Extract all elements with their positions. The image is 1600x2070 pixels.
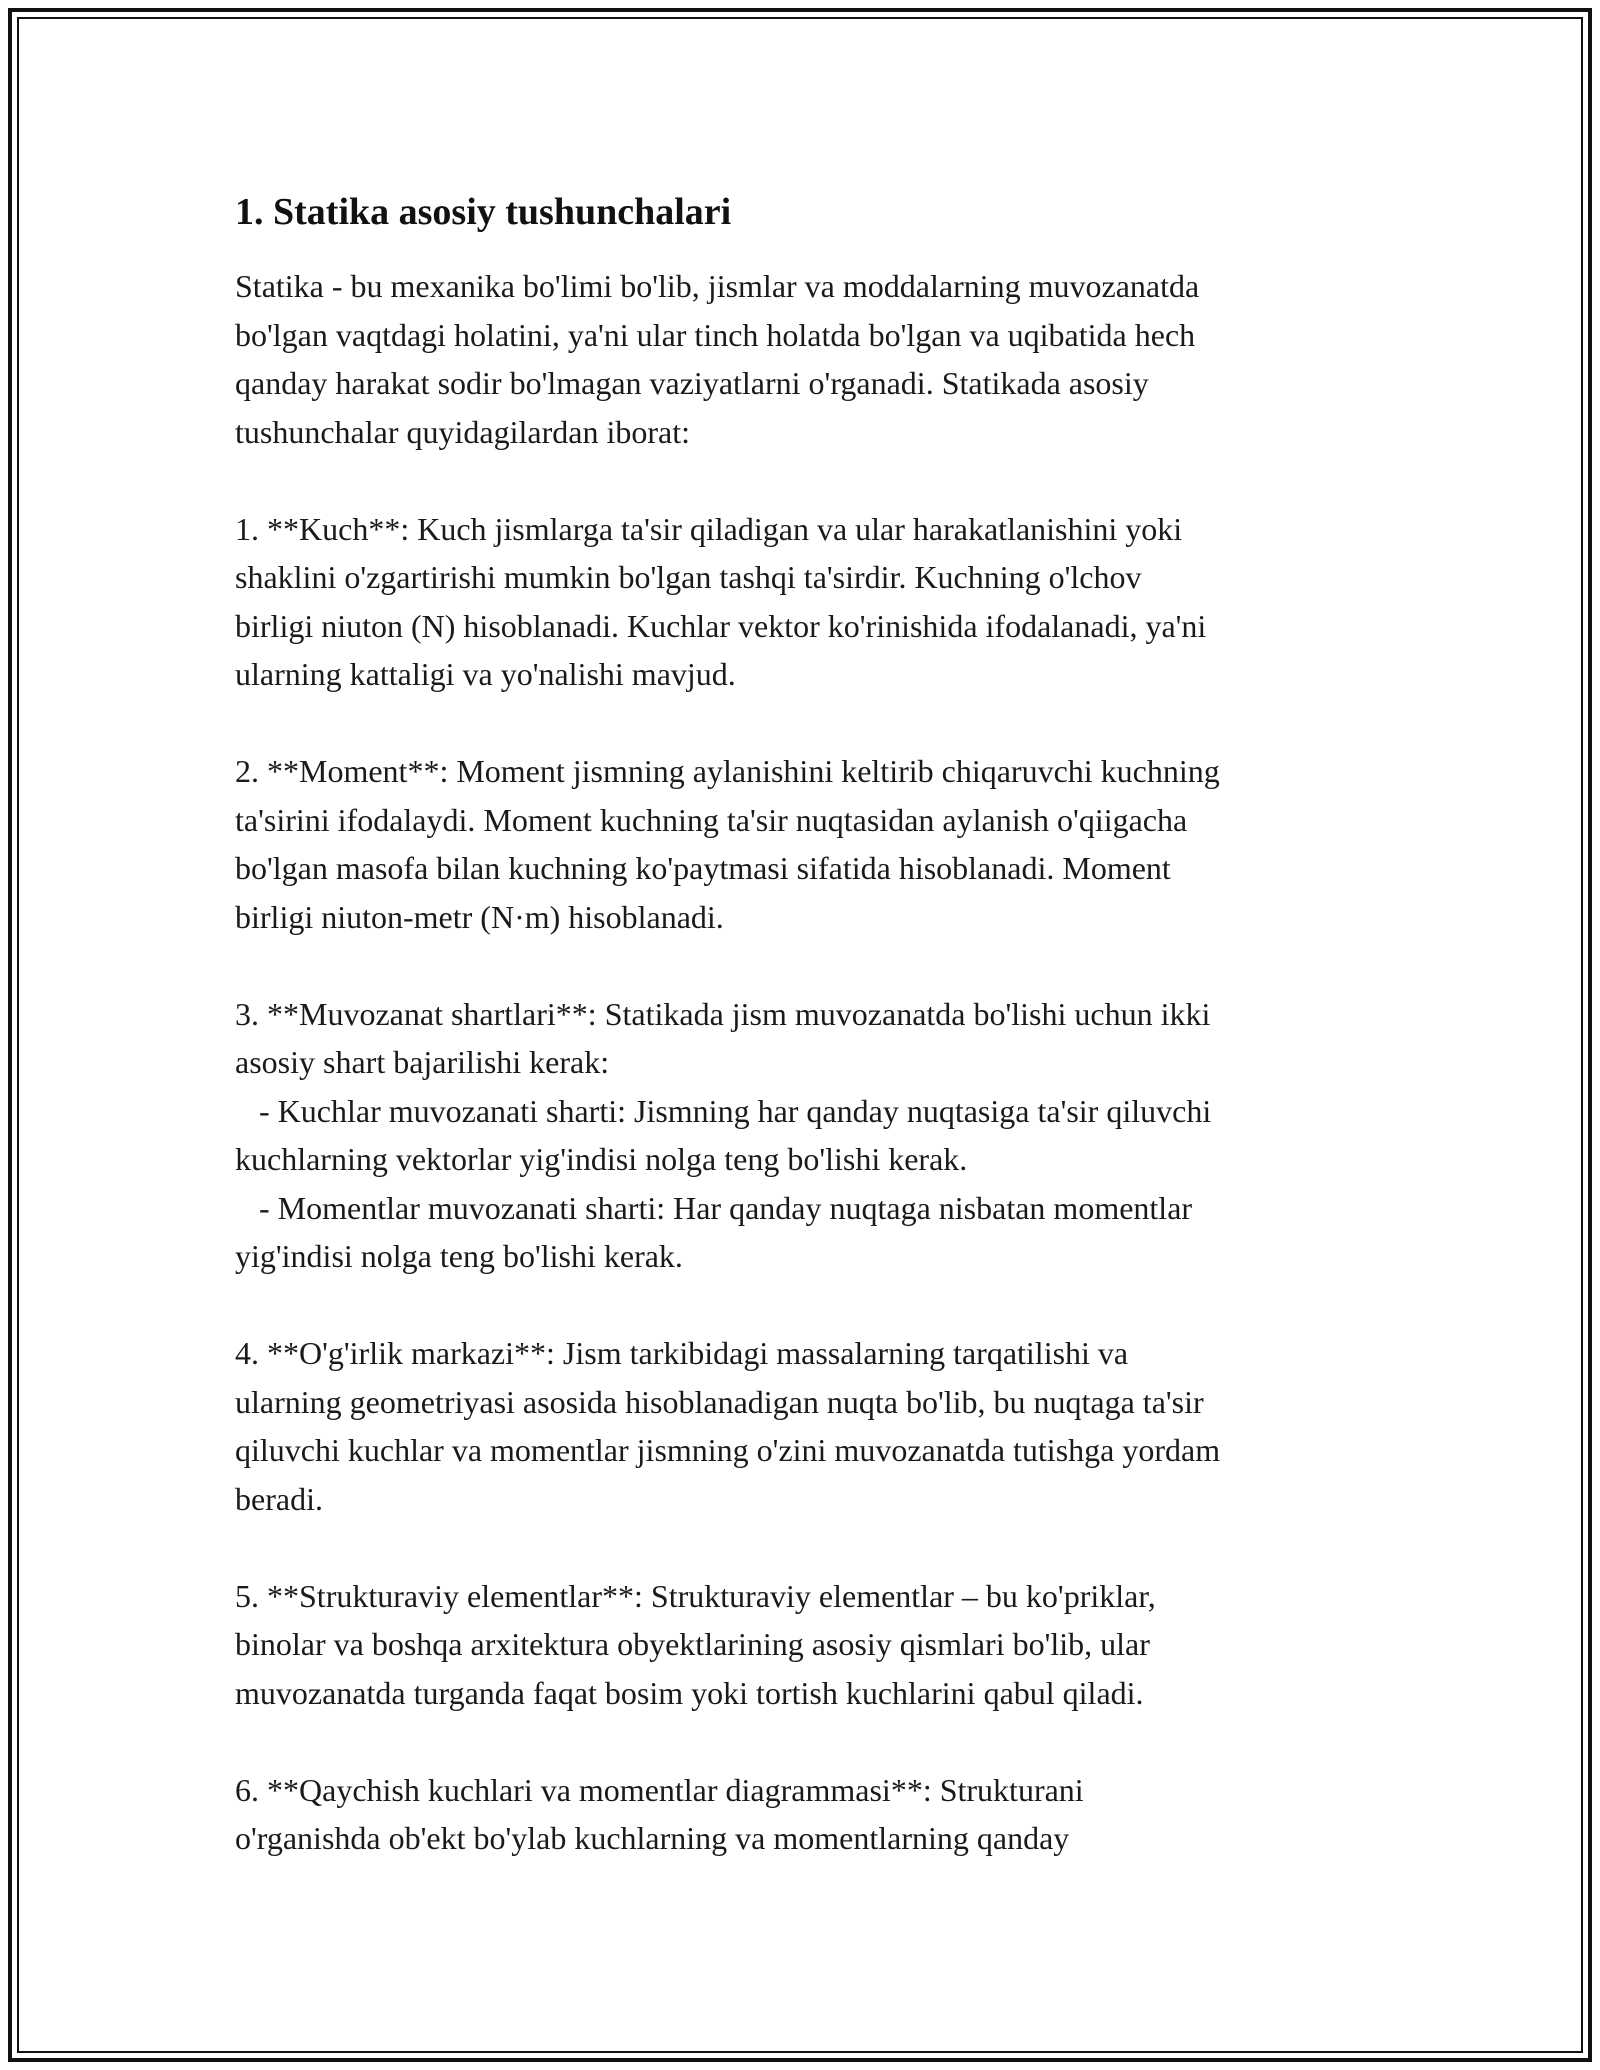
document-title: 1. Statika asosiy tushunchalari — [235, 191, 732, 233]
text-line: - Kuchlar muvozanati sharti: Jismning har qanday nuqtasiga ta'sir qiluvchi — [235, 1092, 1212, 1129]
qaychish-kuchlari-paragraph — [235, 1766, 1375, 1863]
text-line: qiluvchi kuchlar va momentlar jismning o'zini muvozanatda tutishga yordam — [235, 1432, 1221, 1468]
intro-paragraph — [235, 262, 1375, 456]
text-line: birligi niuton (N) hisoblanadi. Kuchlar vektor ko'rinishida ifodalanadi, ya'ni — [235, 607, 1207, 644]
document-body — [235, 180, 1375, 1863]
text-line: muvozanatda turganda faqat bosim yoki tortish kuchlarini qabul qiladi. — [235, 1674, 1144, 1711]
text-line: bo'lgan masofa bilan kuchning ko'paytmasi sifatida hisoblanadi. Moment — [235, 850, 1171, 886]
muvozanat-paragraph — [235, 990, 1375, 1281]
text-line: binolar va boshqa arxitektura obyektlarining asosiy qismlari bo'lib, ular — [235, 1626, 1150, 1662]
text-line: 1. **Kuch**: Kuch jismlarga ta'sir qiladigan va ular harakatlanishini yoki — [235, 510, 1183, 547]
kuch-paragraph — [235, 505, 1375, 699]
text-line: ularning geometriyasi asosida hisoblanadigan nuqta bo'lib, bu nuqtaga ta'sir — [235, 1383, 1204, 1420]
text-line: shaklini o'zgartirishi mumkin bo'lgan tashqi ta'sirdir. Kuchning o'lchov — [235, 559, 1142, 595]
ogirlik-markazi-paragraph — [235, 1329, 1375, 1523]
text-line: kuchlarning vektorlar yig'indisi nolga teng bo'lishi kerak. — [235, 1141, 968, 1177]
text-line: - Momentlar muvozanati sharti: Har qanday nuqtaga nisbatan momentlar — [235, 1189, 1193, 1226]
text-line: tushunchalar quyidagilardan iborat: — [235, 413, 690, 450]
text-line: ta'sirini ifodalaydi. Moment kuchning ta'sir nuqtasidan aylanish o'qiigacha — [235, 801, 1188, 838]
moment-paragraph — [235, 747, 1375, 941]
text-line: 2. **Moment**: Moment jismning aylanishini keltirib chiqaruvchi kuchning — [235, 753, 1220, 789]
text-line: ularning kattaligi va yo'nalishi mavjud. — [235, 656, 736, 692]
text-line: bo'lgan vaqtdagi holatini, ya'ni ular tinch holatda bo'lgan va uqibatida hech — [235, 316, 1196, 353]
text-line: asosiy shart bajarilishi kerak: — [235, 1044, 610, 1080]
text-line: yig'indisi nolga teng bo'lishi kerak. — [235, 1238, 683, 1274]
text-line: o'rganishda ob'ekt bo'ylab kuchlarning va momentlarning qanday — [235, 1820, 1070, 1856]
text-line: 4. **O'g'irlik markazi**: Jism tarkibidagi massalarning tarqatilishi va — [235, 1335, 1129, 1371]
text-line: qanday harakat sodir bo'lmagan vaziyatlarni o'rganadi. Statikada asosiy — [235, 365, 1149, 401]
text-line: beradi. — [235, 1480, 323, 1517]
text-line: 6. **Qaychish kuchlari va momentlar diagrammasi**: Strukturani — [235, 1771, 1084, 1808]
text-line: birligi niuton-metr (N·m) hisoblanadi. — [235, 898, 724, 935]
text-line: 3. **Muvozanat shartlari**: Statikada jism muvozanatda bo'lishi uchun ikki — [235, 995, 1211, 1032]
text-line: 5. **Strukturaviy elementlar**: Strukturaviy elementlar – bu ko'priklar, — [235, 1577, 1156, 1614]
strukturaviy-elementlar-paragraph — [235, 1572, 1375, 1718]
text-line: Statika - bu mexanika bo'limi bo'lib, jismlar va moddalarning muvozanatda — [235, 268, 1200, 304]
